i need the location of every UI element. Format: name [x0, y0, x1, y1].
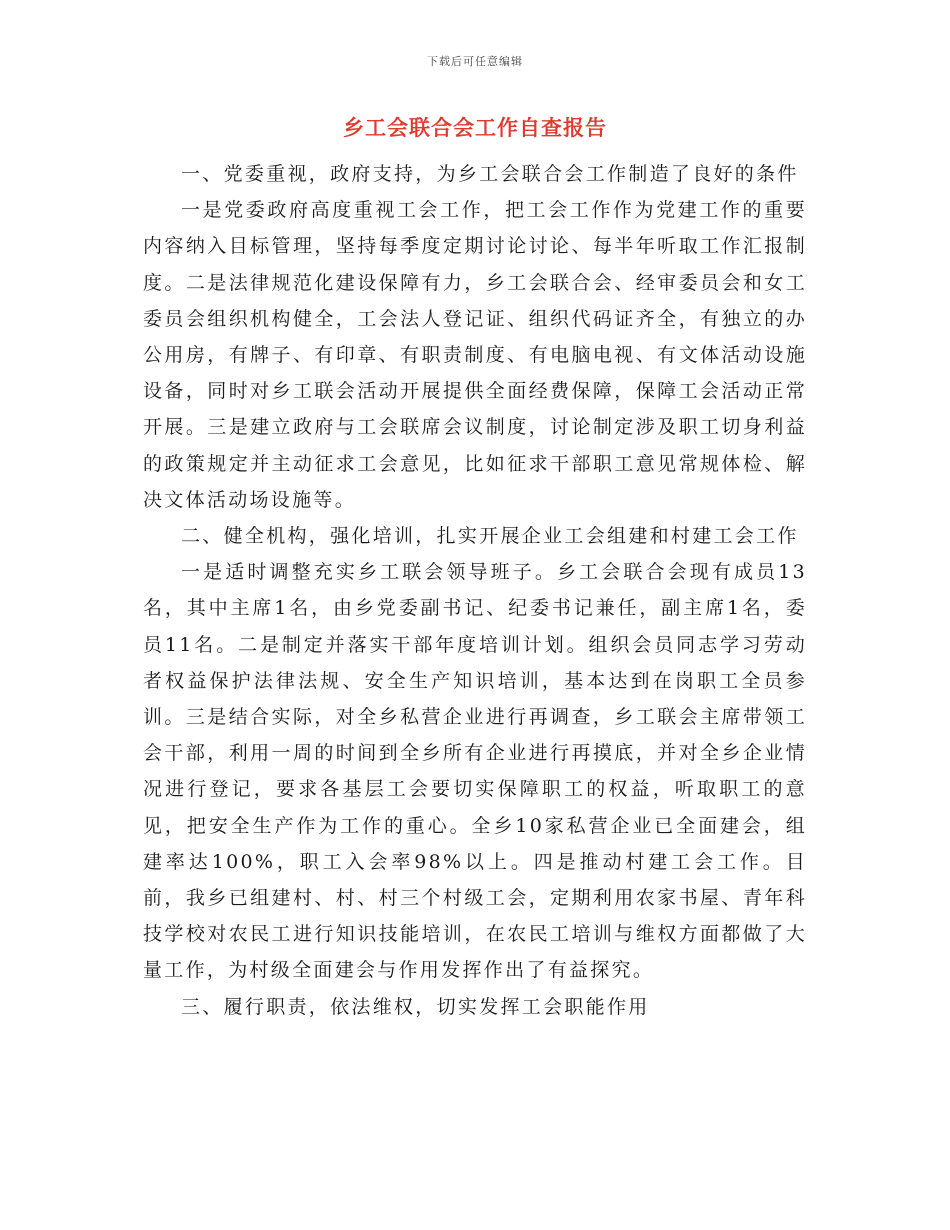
document-body	[143, 156, 807, 1025]
section-heading-2: 二、健全机构，强化培训，扎实开展企业工会组建和村建工会工作	[181, 525, 799, 548]
document-title: 乡工会联合会工作自查报告	[343, 115, 607, 140]
header-note: 下载后可任意编辑	[427, 55, 523, 68]
section-heading-1: 一、党委重视，政府支持，为乡工会联合会工作制造了良好的条件	[181, 163, 799, 185]
paragraph-2: 一是适时调整充实乡工联会领导班子。乡工会联合会现有成员13名，其中主席1名，由乡党委副书记、纪委书记兼任，副主席1名，委员11名。二是制定并落实干部年度培训计划。组织会员同志学习劳动者权益保护法律法规、安全生产知识培训，基本达到在岗职工全员参训。三是结合实际，对全乡私营企业进行再调查，乡工联会主席带领工会干部，利用一周的时间到全乡所有企业进行再摸底，并对全乡企业情况进行登记，要求各基层工会要切实保障职工的权益，听取职工的意见，把安全生产作为工作的重心。全乡10家私营企业已全面建会，组建率达100%，职工入会率98%以上。四是推动村建工会工作。目前，我乡已组建村、村、村三个村级工会，定期利用农家书屋、青年科技学校对农民工进行知识技能培训，在农民工培训与维权方面都做了大量工作，为村级全面建会与作用发挥作出了有益探究。	[143, 561, 807, 982]
section-heading-3: 三、履行职责，依法维权，切实发挥工会职能作用	[181, 995, 650, 1018]
paragraph-1: 一是党委政府高度重视工会工作，把工会工作作为党建工作的重要内容纳入目标管理，坚持每季度定期讨论讨论、每半年听取工作汇报制度。二是法律规范化建设保障有力，乡工会联合会、经审委员会和女工委员会组织机构健全，工会法人登记证、组织代码证齐全，有独立的办公用房，有牌子、有印章、有职责制度、有电脑电视、有文体活动设施设备，同时对乡工联会活动开展提供全面经费保障，保障工会活动正常开展。三是建立政府与工会联席会议制度，讨论制定涉及职工切身利益的政策规定并主动征求工会意见，比如征求干部职工意见常规体检、解决文体活动场设施等。	[143, 199, 807, 511]
